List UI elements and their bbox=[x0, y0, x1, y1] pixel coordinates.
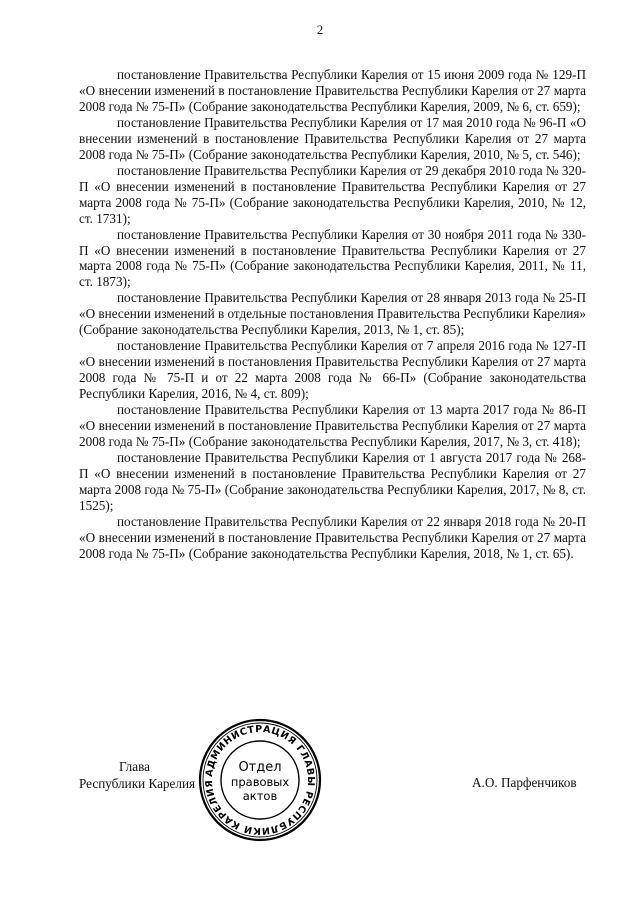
stamp-ring-text: АДМИНИСТРАЦИЯ ГЛАВЫ РЕСПУБЛИКИ КАРЕЛИЯ bbox=[203, 723, 317, 837]
signatory-title-line2: Республики Карелия bbox=[79, 776, 196, 791]
list-item: постановление Правительства Республики Карелия от 13 марта 2017 года № 86-П «О внесении изменений в постановление Правительства Республики Карелия от 27 марта 2008 года № 75-П» (Собрание законодательства Республики Карелия, 2017, № 3, ст. 418); bbox=[79, 402, 586, 449]
list-item: постановление Правительства Республики Карелия от 17 мая 2010 года № 96-П «О внесении изменений в постановление Правительства Республики Карелия от 27 марта 2008 года № 75-П» (Собрание законодательства Республики Карелия, 2010, № 5, ст. 546); bbox=[79, 114, 586, 162]
signatory-title-line1: Глава bbox=[119, 759, 150, 774]
stamp-line3: актов bbox=[242, 789, 278, 803]
stamp-line1: Отдел bbox=[238, 760, 282, 775]
page-number: 2 bbox=[316, 22, 324, 37]
official-stamp bbox=[195, 715, 325, 845]
list-item: постановление Правительства Республики Карелия от 30 ноября 2011 года № 330-П «О внесении изменений в постановление Правительства Республики Карелия от 27 марта 2008 года № 75-П» (Собрание законодательства Республики Карелия, 2011, № 11, ст. 1873); bbox=[79, 226, 586, 290]
list-item: постановление Правительства Республики Карелия от 28 января 2013 года № 25-П «О внесении изменений в отдельные постановления Правительства Республики Карелия» (Собрание законодательства Республики Карелия, 2013, № 1, ст. 85); bbox=[79, 290, 586, 338]
list-item: постановление Правительства Республики Карелия от 22 января 2018 года № 20-П «О внесении изменений в постановление Правительства Республики Карелия от 27 марта 2008 года № 75-П» (Собрание законодательства Республики Карелия, 2018, № 1, ст. 65). bbox=[79, 513, 586, 561]
resolution-list bbox=[79, 67, 586, 562]
list-item: постановление Правительства Республики Карелия от 7 апреля 2016 года № 127-П «О внесении изменений в постановления Правительства Республики Карелия от 27 марта 2008 года № 75-П и от 22 марта 2008 года № 66-П» (Собрание законодательства Республики Карелия, 2016, № 4, ст. 809); bbox=[79, 338, 586, 402]
list-item: постановление Правительства Республики Карелия от 15 июня 2009 года № 129-П «О внесении изменений в постановление Правительства Республики Карелия от 27 марта 2008 года № 75-П» (Собрание законодательства Республики Карелия, 2009, № 6, ст. 659); bbox=[79, 67, 586, 114]
stamp-line2: правовых bbox=[230, 775, 290, 789]
signatory-name: А.О. Парфенчиков bbox=[472, 775, 577, 790]
list-item: постановление Правительства Республики Карелия от 1 августа 2017 года № 268-П «О внесении изменений в постановление Правительства Республики Карелия от 27 марта 2008 года № 75-П» (Собрание законодательства Республики Карелия, 2017, № 8, ст. 1525); bbox=[79, 450, 586, 513]
list-item: постановление Правительства Республики Карелия от 29 декабря 2010 года № 320-П «О внесении изменений в постановление Правительства Республики Карелия от 27 марта 2008 года № 75-П» (Собрание законодательства Республики Карелия, 2010, № 12, ст. 1731); bbox=[79, 162, 586, 226]
